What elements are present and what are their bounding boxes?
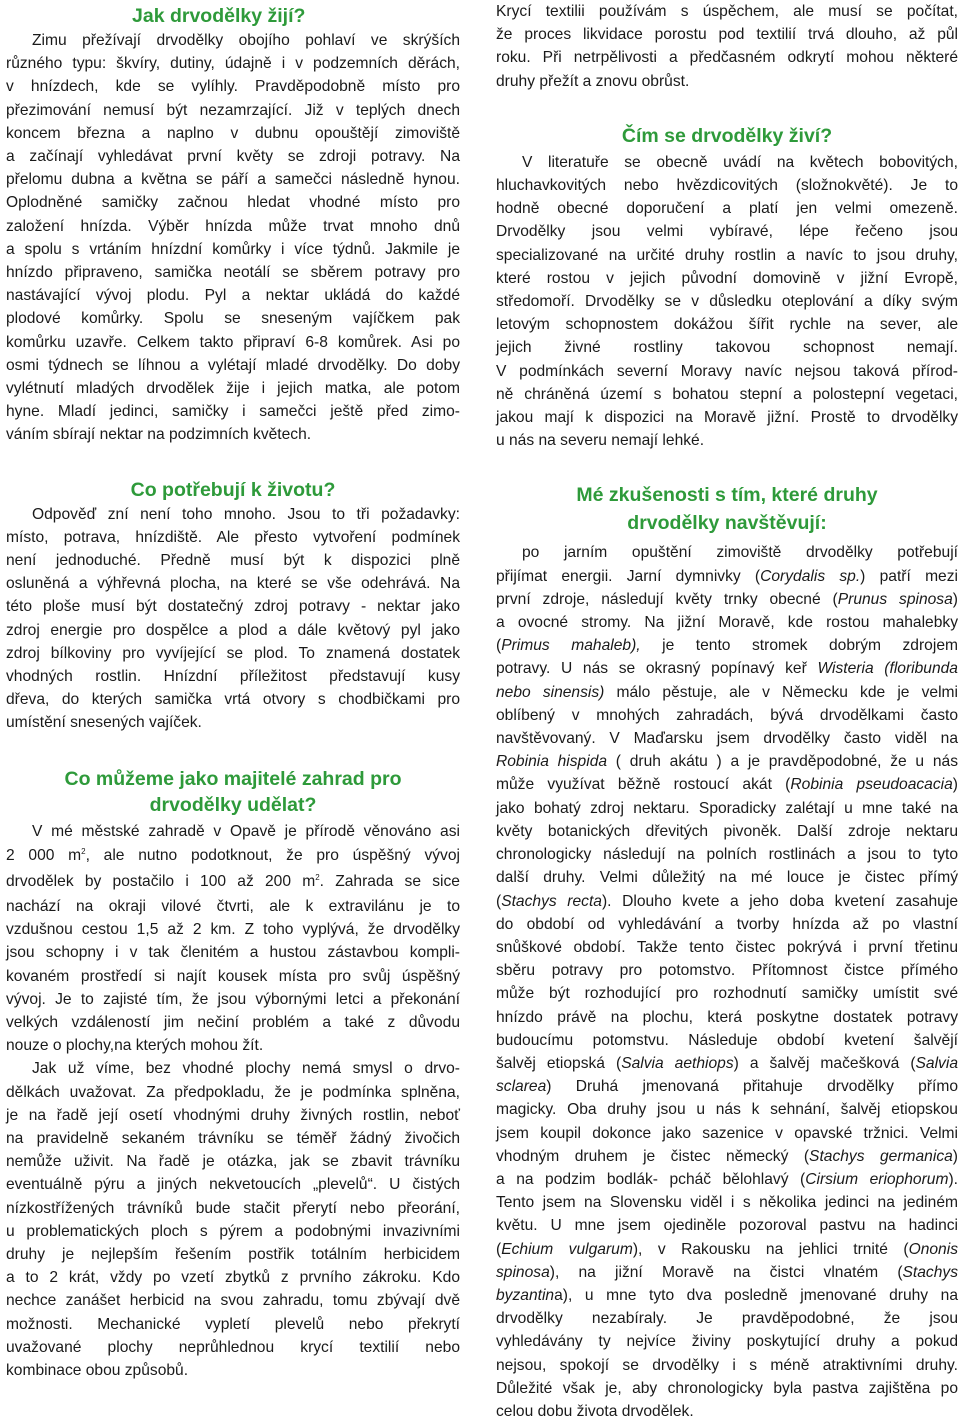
heading-line: drvodělky udělat?: [149, 793, 317, 816]
text-line: druhy je nejlepším řešením postřik totálním herbicidem: [6, 1245, 460, 1263]
text-line: Jak už víme, bez vhodné plochy nemá smysl o drvo-: [32, 1060, 460, 1078]
text-line: možnosti. Mechanické vypletí plevelů nebo překrytí: [6, 1315, 460, 1333]
superscript: 2: [81, 846, 86, 856]
text-fragment: ), na jižní Moravě na čistci vlnatém (: [549, 1263, 903, 1281]
species-name: Echium vulgarum: [501, 1240, 633, 1258]
text-line: této ploše musí být dostatečný zdroj potravy - nektar jako: [6, 598, 460, 616]
text-line: magicky. Oba druhy jsou u nás k sehnání, šalvěj etiopskou: [496, 1101, 958, 1119]
species-name: Robinia pseudoacacia: [790, 776, 953, 794]
text-line: letovým schopnostem dokážou šířit rychle na sever, ale: [496, 316, 958, 334]
text-line: Oplodněné samičky začnou hledat vhodné místo pro: [6, 194, 460, 212]
text-line: [496, 634, 958, 657]
text-line: nachází na okraji vilové čtvrti, ale k extravilánu je to: [6, 897, 460, 915]
heading-my-experience: [496, 481, 958, 537]
species-name: Stachys: [902, 1263, 958, 1281]
text-line: v hnízdech, kde se vylíhly. Pravděpodobně místo pro: [6, 78, 460, 96]
text-line: u problematických ploch s pýrem a podobnými invazivními: [6, 1222, 460, 1240]
text-line: není jednoduché. Předně musí být k dispozici plně: [6, 552, 460, 570]
text-line: nemůže uživit. Na řadě je otázka, jak se zbavit trávníku: [6, 1153, 460, 1171]
species-name: Corydalis sp.: [760, 567, 861, 585]
text-line: kombinace obou způsobů.: [6, 1361, 189, 1379]
text-fragment: málo pěstuje, ale v Německu kde je velmi: [604, 683, 958, 701]
text-line: komůrku uzavře. Celkem takto připraví 6-8 komůrek. Asi po: [6, 333, 460, 351]
text-line: vhodných rostlin. Hnízdní příležitost představují kusy: [6, 668, 460, 686]
text-line: Krycí textilii používám s úspěchem, ale musí se počítat,: [496, 3, 958, 20]
text-fragment: ) a šalvěj mačešková (: [733, 1054, 916, 1072]
heading-what-they-need: Co potřebují k životu?: [130, 478, 336, 501]
text-line: osluněná a výhřevná plocha, na které se vše odehrává. Na: [6, 575, 460, 593]
text-line: [496, 1052, 958, 1075]
text-line: snůškové období. Takže tento čistec pokrývá i první třetinu: [496, 938, 958, 956]
heading-line: Mé zkušenosti s tím, které druhy: [576, 484, 878, 507]
text-line: jsou schopny i v tak členitém a hustou zástavbou kompli-: [6, 944, 460, 962]
text-line: jejich živné rostliny takovou schopnost nemají.: [496, 339, 958, 357]
text-fragment: (: [496, 892, 502, 910]
text-fragment: , ale nutno podotknout, že pro úspěšný vývoj: [85, 846, 460, 864]
text-fragment: ): [952, 590, 958, 608]
superscript: 2: [315, 872, 320, 882]
text-line: nechce zanášet herbicid na svou zahradu, tomu zbývají dvě: [6, 1292, 460, 1310]
text-line: velkých vzdáleností jim nečiní problém a také z důvodu: [6, 1013, 460, 1031]
text-line: zdroj energie pro dospělce a plod a dále květový pyl jako: [6, 621, 460, 639]
text-line: sběru potravy pro potomstvo. Přítomnost čistce přímého: [496, 962, 958, 980]
species-name: Stachys germanica: [809, 1147, 953, 1165]
text-line: přezimování nemusí být nezamrzající. Již v teplých dnech: [6, 101, 460, 119]
text-line: do období od vyhledávání a tvorby hnízda až po vlastní: [496, 915, 958, 933]
text-line: vzdušnou cestou 1,5 až 2 km. Z toho vyplývá, že drvodělky: [6, 921, 460, 939]
text-line: [496, 565, 958, 588]
species-name: Prunus spinosa: [837, 590, 953, 608]
heading-what-they-eat: Čím se drvodělky živí?: [621, 124, 833, 147]
text-fragment: první zdroje, následují květy trnky obecné (: [496, 590, 838, 608]
text-line: a spolu s vrtáním hnízdní komůrky i více týdnů. Jakmile je: [6, 240, 460, 258]
species-name: Wisteria (floribunda: [817, 660, 958, 678]
text-line: které rostou v jejich původní domovině v jižní Evropě,: [496, 269, 958, 287]
text-line: místo, potrava, hnízdiště. Ale přesto vytvoření podmínek: [6, 528, 460, 546]
text-line: plodové komůrky. Spolu se sneseným vajíčkem pak: [6, 310, 460, 328]
text-fragment: 2 000 m: [6, 846, 82, 864]
text-line: [496, 1145, 958, 1168]
paragraph-textile: [496, 0, 958, 93]
text-line: V literatuře se obecně uvádí na květech bobovitých,: [522, 153, 958, 171]
right-column: [496, 0, 958, 1423]
species-name: Salvia: [915, 1054, 958, 1072]
heading-line: Co můžeme jako majitelé zahrad pro: [64, 767, 402, 790]
text-line: specializované na určité druhy rostlin a navíc to jsou druhy,: [496, 246, 958, 264]
text-line: může být rozhodující pro rozhodnutí samičky umístit své: [496, 985, 958, 1003]
heading-how-they-live: Jak drvodělky žijí?: [132, 5, 306, 27]
text-fragment: přijímat energii. Jarní dymnivky (: [496, 567, 761, 585]
species-name: nebo sinensis): [496, 683, 605, 701]
text-line: hodně obecné doporučení a platí jen velmi omezeně.: [496, 200, 958, 218]
text-line: druhy přežít a znovu obrůst.: [496, 72, 690, 90]
paragraph-how-they-live: [6, 29, 460, 447]
species-name: Ononis: [908, 1240, 958, 1258]
text-line: kovaném prostředí si najít kousek místa pro svůj úspěšný: [6, 967, 460, 985]
text-fragment: je tento stromek dobrým zdrojem: [640, 637, 958, 655]
text-line: a začínají vyhledávat první květy se zdroji potravy. Na: [6, 148, 460, 166]
text-fragment: ): [952, 776, 958, 794]
paragraph-what-they-need: [6, 503, 460, 735]
text-line: Tento jsem na Slovensku viděl i s několika jedinci na jediném: [496, 1194, 958, 1212]
text-line: ně chráněná území s bohatou stepní a polostepní vegetaci,: [496, 385, 958, 403]
text-line: Důležité však je, aby chronologicky byla pastva zajištěna po: [496, 1379, 958, 1397]
text-line: nastávající vývoj plodu. Pyl a nektar ukládá do každé: [6, 287, 460, 305]
text-line: nízkostřížených trávníků bude stačit přerytí nebo přeorání,: [6, 1199, 460, 1217]
text-line: drvodělky nezabíraly. Je pravděpodobné, že jsou: [496, 1310, 958, 1328]
text-line: [496, 1168, 958, 1191]
text-line: středomoří. Drvodělky se v důsledku oteplování a díky svým: [496, 293, 958, 311]
text-line: V podmínkách severní Moravy navíc nejsou taková přírod-: [496, 362, 958, 380]
text-line: váním sbírají nektar na podzimních květech.: [6, 426, 312, 444]
text-line: [496, 1261, 958, 1284]
text-line: Odpověď zní není toho mnoho. Jsou to tři požadavky:: [32, 505, 460, 523]
text-line: eventuálně pýru a jiných nekvetoucích „plevelů“. U čistých: [6, 1176, 460, 1194]
text-line: hluchavkovitých nebo hvězdicovitých (složnokvěté). Je to: [496, 177, 958, 195]
text-line: květy botanických dřevitých pivoněk. Další zdroje nektaru: [496, 822, 958, 840]
text-line: celou dobu života drvodělek.: [496, 1402, 694, 1420]
text-fragment: může využívat běžně rostoucí akát (: [496, 776, 791, 794]
text-fragment: potravy. U nás se okrasný popínavý keř: [496, 660, 818, 678]
text-line: vylétnutí mladých drvodělek žije i jejich matka, ale potom: [6, 380, 460, 398]
species-name: Stachys recta: [501, 892, 602, 910]
paragraph-garden-opava: [6, 820, 460, 1058]
text-fragment: šalvěj etiopská (: [496, 1054, 622, 1072]
text-line: jako bohatý zdroj nektaru. Sporadicky zalétají u mne také na: [496, 799, 958, 817]
text-line: je na řadě její osetí vhodnými druhy živných rostlin, neboť: [6, 1106, 460, 1124]
text-line: uvažované plochy neprůhlednou krycí textilií nebo: [6, 1338, 460, 1356]
text-fragment: ) patří mezi: [860, 567, 958, 585]
text-line: [496, 588, 958, 611]
paragraph-what-they-eat: [496, 151, 958, 453]
species-name: byzantin: [496, 1286, 555, 1304]
text-line: hyne. Mladí jedinci, samičky i samečci ještě před zimo-: [6, 403, 460, 421]
text-line: jsem koupil dokonce jako sazenice v opavské tržnici. Velmi: [496, 1124, 958, 1142]
species-name: sclarea: [496, 1078, 547, 1096]
text-line: dřeva, do kterých samička vrtá otvory s chodbičkami pro: [6, 691, 460, 709]
text-line: umístění snesených vajíček.: [6, 714, 202, 732]
text-fragment: (: [496, 637, 502, 655]
text-line: [496, 773, 958, 796]
text-line: hnízdo právě na plochu, která poskytne dostatek potravy: [496, 1008, 958, 1026]
text-line: po jarním opuštění zimoviště drvodělky potřebují: [522, 544, 958, 562]
text-line: nouze o plochy,na kterých mohou žít.: [6, 1037, 264, 1055]
text-line: u nás na severu nemají lehké.: [496, 432, 705, 450]
species-name: Primus mahaleb),: [501, 637, 641, 655]
heading-what-we-can-do: [6, 766, 460, 818]
text-line: vývoj. Je to zajisté tím, že jsou výbornými letci a překonání: [6, 990, 460, 1008]
text-fragment: a), u mne tyto dva posledně jmenované druhy na: [554, 1286, 958, 1304]
species-name: Robinia hispida: [496, 753, 608, 771]
text-fragment: ). Dlouho kvete a jeho doba kvetení zasahuje: [601, 892, 958, 910]
left-column: [6, 0, 460, 1382]
text-fragment: a na podzim bodlák- pcháč bělohlavý (: [496, 1170, 806, 1188]
text-line: zdroj bílkoviny pro vyvíjející se plod. To znamená dostatek: [6, 644, 460, 662]
text-line: [496, 657, 958, 680]
text-line: různého typu: škvíry, dutiny, údajně i v podzemních děrách,: [6, 55, 460, 73]
text-line: hnízdo připraveno, samička neotálí se sběrem potravy pro: [6, 264, 460, 282]
text-line: chronologicky následují na polních rostlinách a jsou to tyto: [496, 846, 958, 864]
text-fragment: ( druh akátu ) a je pravděpodobné, že u nás: [607, 753, 958, 771]
text-line: V mé městské zahradě v Opavě je přírodě věnováno asi: [32, 822, 460, 840]
text-line: roku. Při netrpělivosti a předčasném odkrytí mohou některé: [496, 49, 958, 67]
text-fragment: ): [952, 1147, 958, 1165]
text-line: [496, 1075, 958, 1098]
text-line: další druhy. Velmi důležitý na mé louce je čistec přímý: [496, 869, 958, 887]
text-fragment: ) Druhá jmenovaná přitahuje drvodělky přímo: [546, 1078, 958, 1096]
text-fragment: (: [496, 1240, 502, 1258]
text-line: nejsou, spokojí se drvodělky i s méně atraktivními druhy.: [496, 1356, 958, 1374]
text-line: květu. U mne jsem ojediněle pozoroval pastvu na hadinci: [496, 1217, 958, 1235]
text-line: [496, 681, 958, 704]
paragraph-my-experience: [496, 541, 958, 1423]
species-name: Cirsium eriophorum: [805, 1170, 949, 1188]
text-line: budoucímu potomstvu. Následuje období kvetení šalvějí: [496, 1031, 958, 1049]
text-line: [496, 890, 958, 913]
text-line: [6, 869, 460, 895]
text-line: jakou mají k dispozici na Moravě jižní. Prostě to drvodělky: [496, 409, 958, 427]
text-line: koncem března a naplno v dubnu opouštějí zimoviště: [6, 124, 460, 142]
text-line: a ovocné stromy. Na jižní Moravě, kde rostou mahalebky: [496, 614, 958, 632]
text-line: na pravidelně sekaném trávníku se téměř žádný živočich: [6, 1129, 460, 1147]
text-line: Drvodělky jsou velmi vybíravé, lépe řečeno jsou: [496, 223, 958, 241]
text-line: vyhledávány ty nejvíce živiny poskytující druhy a pokud: [496, 1333, 958, 1351]
text-fragment: vhodným druhem je čistec německý (: [496, 1147, 810, 1165]
text-fragment: . Zahrada se sice: [319, 872, 460, 890]
text-line: [6, 843, 460, 869]
text-line: oblíbený v mnohých zahradách, bývá drvodělkami často: [496, 706, 958, 724]
text-line: a to 2 krát, vždy po vzetí zbytků z prvního zákroku. Kdo: [6, 1269, 460, 1287]
text-line: navštěvovaný. V Maďarsku jsem drvodělky často viděl na: [496, 730, 958, 748]
text-line: osmi týdnech se líhnou a vylétají mladé drvodělky. Do doby: [6, 356, 460, 374]
text-line: založení hnízda. Výběr hnízda může trvat mnoho dnů: [6, 217, 460, 235]
text-line: [496, 750, 958, 773]
species-name: Salvia aethiops: [621, 1054, 734, 1072]
paragraph-lawn-removal: [6, 1057, 460, 1382]
text-fragment: ), v Rakousku na jehlici trnité (: [632, 1240, 909, 1258]
heading-line: drvodělky navštěvují:: [627, 512, 827, 535]
text-fragment: drvodělek by postačilo i 100 až 200 m: [6, 872, 316, 890]
text-line: [496, 1284, 958, 1307]
text-line: že proces likvidace porostu pod textilií trvá dlouho, až půl: [496, 26, 958, 44]
text-line: [496, 1238, 958, 1261]
text-line: přelomu dubna a května se páří a samečci následně hynou.: [6, 171, 460, 189]
text-line: dělkách uvažovat. Za předpokladu, že je podmínka splněna,: [6, 1083, 460, 1101]
species-name: spinosa: [496, 1263, 550, 1281]
text-fragment: ).: [948, 1170, 958, 1188]
text-line: Zimu přežívají drvodělky obojího pohlaví ve skrýších: [32, 32, 460, 49]
